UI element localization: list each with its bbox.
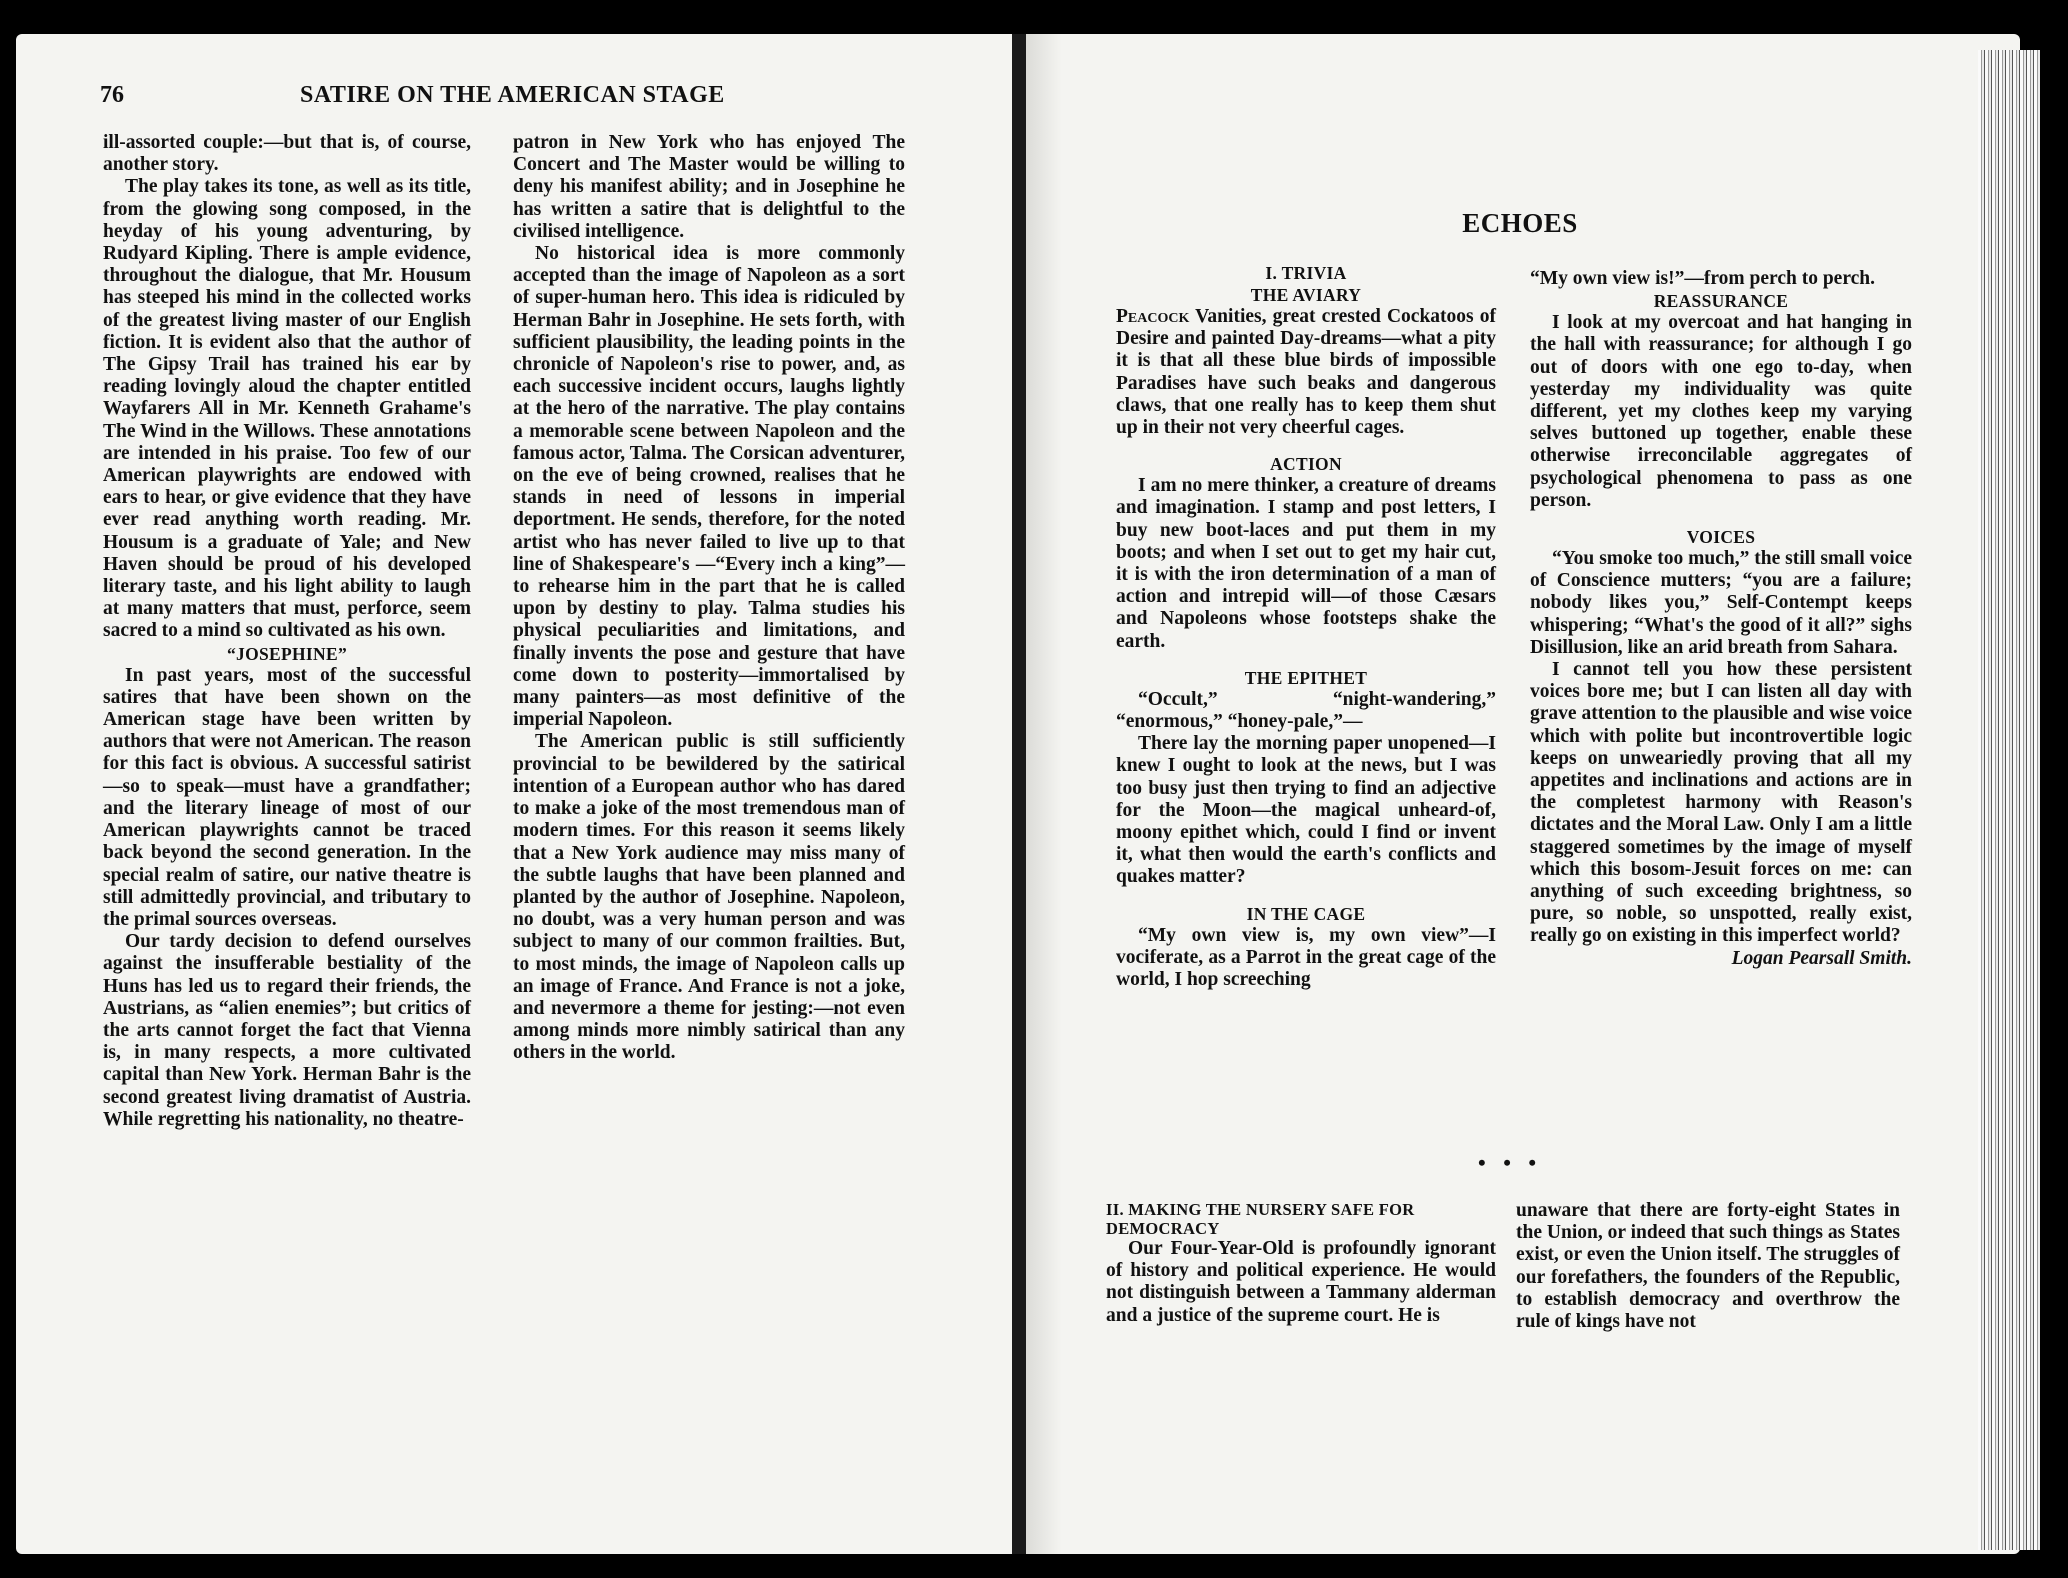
page-number: 76 [100,82,124,108]
subheading-action: ACTION [1270,454,1342,475]
paragraph: “Occult,” “night-wandering,” “enormous,” “honey-pale,”— [1116,688,1496,733]
right-column-1 [1116,262,1496,991]
subheading-cage: IN THE CAGE [1246,903,1366,924]
paragraph: I look at my overcoat and hat hanging in the hall with reassurance; for although I go out of doors with one ego to-day, when yesterday my individuality was quite different, yet my clothes keep my varying selves buttoned up together, enable these otherwise irreconcilable aggregates of psychological phenomena to pass as one person. [1530,312,1912,511]
book-gutter [1012,34,1026,1554]
paragraph: I cannot tell you how these persistent voices bore me; but I can listen all day with grave attention to the plausible and wise voice which with polite but incontrovertible logic keeps on unweariedly proving that all my appetites and inclinations and actions are in the completest harmony with Reason's dictates and the Moral Law. Only I am a little staggered sometimes by the image of myself which this bosom-Jesuit forces on me: can anything of such exceeding brightness, so pure, so noble, so unspotted, really exist, really go on existing in this imperfect world? [1530,659,1912,947]
subheading-reassurance: REASSURANCE [1653,291,1789,312]
left-column-2 [513,132,905,1065]
subheading-epithet: THE EPITHET [1244,667,1368,688]
section-heading-trivia: I. TRIVIA [1265,263,1347,283]
subheading-aviary: THE AVIARY [1250,285,1362,305]
lead-word: Peacock [1116,306,1190,327]
paragraph: There lay the morning paper unopened—I knew I ought to look at the news, but I was too busy just then trying to find an adjective for the Moon—the magical unheard-of, moony epithet which, could I find or invent it, what then would the earth's conflicts and quakes matter? [1116,733,1496,888]
paragraph: No historical idea is more commonly accepted than the image of Napoleon as a sort of super-human hero. This idea is ridiculed by Herman Bahr in Josephine. He sets forth, with sufficient plausibility, the leading points in the chronicle of Napoleon's rise to power, and, as each successive incident occurs, laughs lightly at the hero of the narrative. The play contains a memorable scene between Napoleon and the famous actor, Talma. The Corsican adventurer, on the eve of being crowned, realises that he stands in need of lessons in imperial deportment. He sends, therefore, for the noted artist who has never failed to live up to that line of Shakespeare's —“Every inch a king”—to rehearse him in the part that he is called upon by destiny to play. Talma studies his physical peculiarities and limitations, and finally invents the pose and gesture that have come down to posterity—immortalised by many painters—as most definitive of the imperial Napoleon. [513,243,905,731]
page-title: ECHOES [1462,208,1578,238]
section-heading-josephine: “JOSEPHINE” [227,643,347,664]
author-signature: Logan Pearsall Smith. [1731,947,1912,969]
paragraph: The play takes its tone, as well as its title, from the glowing song composed, in the heyday of his young adventuring, by Rudyard Kipling. There is ample evidence, throughout the dialogue, that Mr. Housum has steeped his mind in the collected works of the greatest living master of our English fiction. It is evident also that the author of The Gipsy Trail has trained his ear by reading lovingly aloud the chapter entitled Wayfarers All in Mr. Kenneth Grahame's The Wind in the Willows. These annotations are intended in his praise. Too few of our American playwrights are endowed with ears to hear, or give evidence that they have ever read anything worth reading. Mr. Housum is a graduate of Yale; and New Haven should be proud of his developed literary taste, and his light ability to laugh at many matters that must, perforce, seem sacred to a mind so cultivated as his own. [103,176,471,642]
paragraph: The American public is still sufficiently provincial to be bewildered by the satirical intention of a European author who has dared to make a joke of the most tremendous man of modern times. For this reason it seems likely that a New York audience may miss many of the subtle laughs that have been planned and planted by the author of Josephine. Napoleon, no doubt, was a very human person and was subject to many of our common frailties. But, to most minds, the image of Napoleon calls up an image of France. And France is not a joke, and nevermore a theme for jesting:—not even among minds more nimbly satirical than any others in the world. [513,731,905,1064]
paragraph: “My own view is!”—from perch to perch. [1530,268,1876,289]
paragraph: patron in New York who has enjoyed The Concert and The Master would be willing to deny his manifest ability; and in Josephine he has written a satire that is delightful to the civilised intelligence. [513,132,905,242]
paragraph: Our tardy decision to defend ourselves against the insufferable bestiality of the Huns has led us to regard their friends, the Austrians, as “alien enemies”; but critics of the arts cannot forget the fact that Vienna is, in many respects, a more cultivated capital than New York. Herman Bahr is the second greatest living dramatist of Austria. While regretting his nationality, no theatre- [103,931,471,1130]
paragraph: In past years, most of the successful satires that have been shown on the American stage have been written by authors that were not American. The reason for this fact is obvious. A successful satirist—so to speak—must have a grandfather; and the literary lineage of most of our American playwrights cannot be traced back beyond the second generation. In the special realm of satire, our native theatre is still admittedly provincial, and tributary to the primal sources overseas. [103,664,471,930]
section-divider: • • • [1478,1150,1543,1175]
right-column-2 [1530,268,1912,970]
paragraph: ill-assorted couple:—but that is, of course, another story. [103,132,471,176]
paragraph: “You smoke too much,” the still small voice of Conscience mutters; “you are a failure; nobody likes you,” Self-Contempt keeps whispering; “What's the good of it all?” sighs Disillusion, like an arid breath from Sahara. [1530,548,1912,658]
paragraph: Our Four-Year-Old is profoundly ignorant of history and political experience. He would not distinguish between a Tammany alderman and a justice of the supreme court. He is [1106,1238,1496,1326]
paragraph: unaware that there are forty-eight States in the Union, or indeed that such things as States exist, or even the Union itself. The struggles of our forefathers, the founders of the Republic, to establish democracy and overthrow the rule of kings have not [1516,1200,1900,1333]
right-column-3 [1106,1200,1496,1327]
left-column-1 [103,132,471,1131]
running-head: SATIRE ON THE AMERICAN STAGE [300,82,725,108]
page-edges [1978,50,2040,1550]
paragraph-aviary [1116,306,1496,439]
paragraph: I am no mere thinker, a creature of dreams and imagination. I stamp and post letters, I buy new boot-laces and put them in my boots; and when I set out to get my hair cut, it is with the iron determination of a man of action and intrepid will—of those Cæsars and Napoleons whose footsteps shake the earth. [1116,475,1496,652]
right-column-4 [1516,1200,1900,1333]
paragraph: “My own view is, my own view”—I vociferate, as a Parrot in the great cage of the world, I hop screeching [1116,924,1496,991]
subheading-voices: VOICES [1686,527,1756,548]
section-heading-nursery: II. MAKING THE NURSERY SAFE FOR DEMOCRACY [1106,1200,1415,1238]
paragraph-text: Vanities, great crested Cockatoos of Desire and painted Day-dreams—what a pity it is that all these blue birds of impossible Paradises have such beaks and dangerous claws, that one really has to keep them shut up in their not very cheerful cages. [1116,306,1496,439]
